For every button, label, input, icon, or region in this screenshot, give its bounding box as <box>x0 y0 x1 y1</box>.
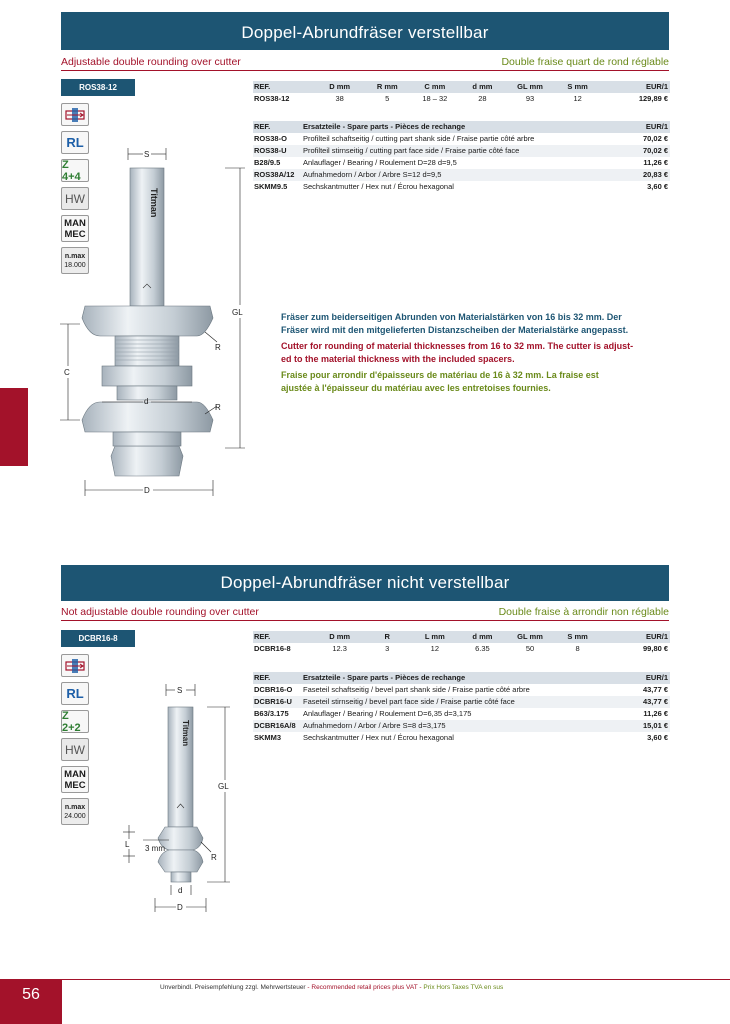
table-cell: 11,26 € <box>643 709 668 718</box>
teeth-count-icon: Z 4+4 <box>61 159 89 182</box>
description-fr: Fraise pour arrondir d'épaisseurs de matériau de 16 à 32 mm. La fraise est ajustée à l'épaisseur du matériau avec les entretoises fournies. <box>281 370 599 393</box>
product-section-fixed <box>0 565 730 965</box>
table-cell: 3 <box>385 644 390 653</box>
header-cell: S mm <box>567 82 588 91</box>
spare-parts-table <box>253 672 670 744</box>
table-cell: Anlauflager / Bearing / Roulement D=28 d=9,5 <box>303 158 457 167</box>
footer-fr: Prix Hors Taxes TVA en sus <box>423 984 504 991</box>
table-cell: 5 <box>385 94 390 103</box>
table-cell: 70,02 € <box>642 146 668 155</box>
dim-label-3mm: 3 mm <box>145 844 165 853</box>
table-row <box>253 720 670 732</box>
rl-icon: RL <box>61 682 89 705</box>
table-cell: Anlauflager / Bearing / Roulement D=6,35 d=3,175 <box>303 709 472 718</box>
table-row <box>253 708 670 720</box>
dim-label-s: S <box>177 686 183 695</box>
header-cell: R <box>384 632 390 641</box>
description-en: Cutter for rounding of material thicknesses from 16 to 32 mm. The cutter is adjust- ed to the material thickness with the included spacers. <box>281 341 634 364</box>
dim-label-r-bottom: R <box>215 403 221 412</box>
table-cell: 12 <box>573 94 582 103</box>
table-header <box>253 121 670 133</box>
product-description <box>281 311 669 394</box>
ref-badge: DCBR16-8 <box>61 630 135 647</box>
table-cell: 3,60 € <box>647 182 668 191</box>
subtitle-fr: Double fraise quart de rond réglable <box>501 56 669 68</box>
footer-de: Unverbindl. Preisempfehlung zzgl. Mehrwertsteuer <box>160 984 306 991</box>
table-cell: Aufnahmedorn / Arbor / Arbre S=12 d=9,5 <box>303 170 442 179</box>
nmax-value: 24.000 <box>64 812 86 820</box>
man-label: MAN <box>64 768 86 780</box>
dim-label-d-small: d <box>144 397 149 406</box>
table-cell: B28/9.5 <box>254 158 281 167</box>
header-cell: REF. <box>254 632 271 641</box>
table-cell: Profilteil schaftseitig / cutting part shank side / Fraise partie côté arbre <box>303 134 535 143</box>
header-cell: EUR/1 <box>645 673 668 682</box>
table-cell: 20,83 € <box>642 170 668 179</box>
section-title: Doppel-Abrundfräser verstellbar <box>61 12 669 50</box>
teeth-count-icon: Z 2+2 <box>61 710 89 733</box>
table-header <box>253 81 670 93</box>
nmax-label: n.max <box>64 252 86 260</box>
brand-logo: Titman <box>149 188 159 218</box>
rotation-direction-icon <box>61 654 89 677</box>
brand-logo: Titman <box>181 720 190 747</box>
table-cell: B63/3.175 <box>254 709 289 718</box>
header-cell: D mm <box>329 82 351 91</box>
table-cell: Sechskantmutter / Hex nut / Écrou hexagonal <box>303 182 454 191</box>
header-cell: L mm <box>424 632 445 641</box>
header-cell: GL mm <box>517 82 543 91</box>
footer-sep: - <box>305 984 312 991</box>
ref-badge: ROS38-12 <box>61 79 135 96</box>
header-cell: REF. <box>254 673 271 682</box>
rotation-direction-icon <box>61 103 89 126</box>
table-cell: 12 <box>430 644 440 653</box>
footer-divider <box>62 979 730 980</box>
table-row <box>253 157 670 169</box>
mec-label: MEC <box>64 779 86 791</box>
dim-label-s: S <box>144 150 150 159</box>
subtitle-divider <box>61 620 669 621</box>
table-cell: SKMM3 <box>254 733 282 742</box>
table-cell: ROS38A/12 <box>254 170 295 179</box>
nmax-value: 18.000 <box>64 261 86 269</box>
table-cell: ROS38-12 <box>254 94 290 103</box>
table-cell: Faseteil stirnseitig / bevel part face side / Fraise partie côté face <box>303 697 515 706</box>
max-speed-icon <box>61 798 89 825</box>
table-header <box>253 631 670 643</box>
table-row <box>253 732 670 744</box>
dim-label-c: C <box>64 368 70 377</box>
header-cell: S mm <box>567 632 588 641</box>
table-row <box>253 643 670 655</box>
dim-label-gl: GL <box>232 308 243 317</box>
product-spec-table <box>253 81 670 105</box>
cutter-drawing-adjustable <box>55 140 255 505</box>
table-cell: 93 <box>525 94 535 103</box>
dim-label-r-top: R <box>215 343 221 352</box>
nmax-label: n.max <box>64 803 86 811</box>
table-cell: ROS38-O <box>254 134 287 143</box>
table-header <box>253 672 670 684</box>
hw-carbide-icon: HW <box>61 738 89 761</box>
table-cell: DCBR16-8 <box>254 644 291 653</box>
header-cell: EUR/1 <box>645 122 668 131</box>
dim-label-l: L <box>125 840 130 849</box>
subtitle-divider <box>61 70 669 71</box>
table-row <box>253 684 670 696</box>
product-spec-table <box>253 631 670 655</box>
header-cell: GL mm <box>517 632 543 641</box>
table-cell: 12.3 <box>332 644 347 653</box>
subtitle-en: Not adjustable double rounding over cutter <box>61 606 259 618</box>
table-cell: 28 <box>478 94 487 103</box>
header-cell: d mm <box>472 82 493 91</box>
table-cell: DCBR16-O <box>254 685 293 694</box>
dim-label-r: R <box>211 853 217 862</box>
description-de: Fräser zum beiderseitigen Abrunden von Materialstärken von 16 bis 32 mm. Der Fräser wird mit den mitgelieferten Distanzscheiben der Materialstärke angepasst. <box>281 312 629 335</box>
spare-parts-table <box>253 121 670 193</box>
table-cell: 43,77 € <box>642 697 668 706</box>
header-cell: EUR/1 <box>645 82 669 91</box>
table-row <box>253 133 670 145</box>
page-number: 56 <box>0 979 62 1024</box>
dim-label-d: D <box>144 486 150 495</box>
table-cell: 6.35 <box>475 644 490 653</box>
dim-label-d-small: d <box>178 886 183 895</box>
header-cell: R mm <box>376 82 398 91</box>
header-cell: C mm <box>424 82 446 91</box>
table-row <box>253 145 670 157</box>
header-cell: REF. <box>254 82 271 91</box>
table-cell: SKMM9.5 <box>254 182 288 191</box>
header-cell: EUR/1 <box>645 632 669 641</box>
man-label: MAN <box>64 217 86 229</box>
header-cell: d mm <box>472 632 493 641</box>
footer-en: Recommended retail prices plus VAT <box>311 984 418 991</box>
section-title: Doppel-Abrundfräser nicht verstellbar <box>61 565 669 601</box>
header-cell: D mm <box>329 632 351 641</box>
header-cell: Ersatzteile - Spare parts - Pièces de rechange <box>303 673 466 682</box>
subtitle-en: Adjustable double rounding over cutter <box>61 56 241 68</box>
cutter-drawing-fixed <box>115 680 245 920</box>
table-cell: Aufnahmedorn / Arbor / Arbre S=8 d=3,175 <box>303 721 446 730</box>
hw-carbide-icon: HW <box>61 187 89 210</box>
table-cell: 11,26 € <box>643 158 668 167</box>
feature-icons <box>61 654 89 830</box>
dim-label-d: D <box>177 903 183 912</box>
table-cell: 8 <box>575 644 580 653</box>
header-cell: REF. <box>254 122 271 131</box>
table-row <box>253 696 670 708</box>
table-cell: DCBR16-U <box>254 697 292 706</box>
table-cell: DCBR16A/8 <box>254 721 296 730</box>
table-cell: 70,02 € <box>642 134 668 143</box>
table-cell: 3,60 € <box>647 733 668 742</box>
mec-label: MEC <box>64 228 86 240</box>
table-cell: Sechskantmutter / Hex nut / Écrou hexagonal <box>303 733 454 742</box>
table-row <box>253 181 670 193</box>
table-row <box>253 93 670 105</box>
table-cell: 38 <box>335 94 344 103</box>
header-cell: Ersatzteile - Spare parts - Pièces de rechange <box>303 122 466 131</box>
subtitle-fr: Double fraise à arrondir non réglable <box>498 606 669 618</box>
table-row <box>253 169 670 181</box>
table-cell: 15,01 € <box>642 721 668 730</box>
table-cell: 43,77 € <box>642 685 668 694</box>
table-cell: 50 <box>525 644 535 653</box>
dim-label-gl: GL <box>218 782 229 791</box>
table-cell: Faseteil schaftseitig / bevel part shank side / Fraise partie côté arbre <box>303 685 530 694</box>
table-cell: Profilteil stirnseitig / cutting part face side / Fraise partie côté face <box>303 146 520 155</box>
rl-icon: RL <box>61 131 89 154</box>
man-mec-icon <box>61 766 89 793</box>
table-cell: 129,89 € <box>638 94 669 103</box>
footer-sep: - <box>417 984 424 991</box>
table-cell: ROS38-U <box>254 146 287 155</box>
table-cell: 18 – 32 <box>422 94 448 103</box>
table-cell: 99,80 € <box>643 644 669 653</box>
footer-note <box>160 984 503 991</box>
